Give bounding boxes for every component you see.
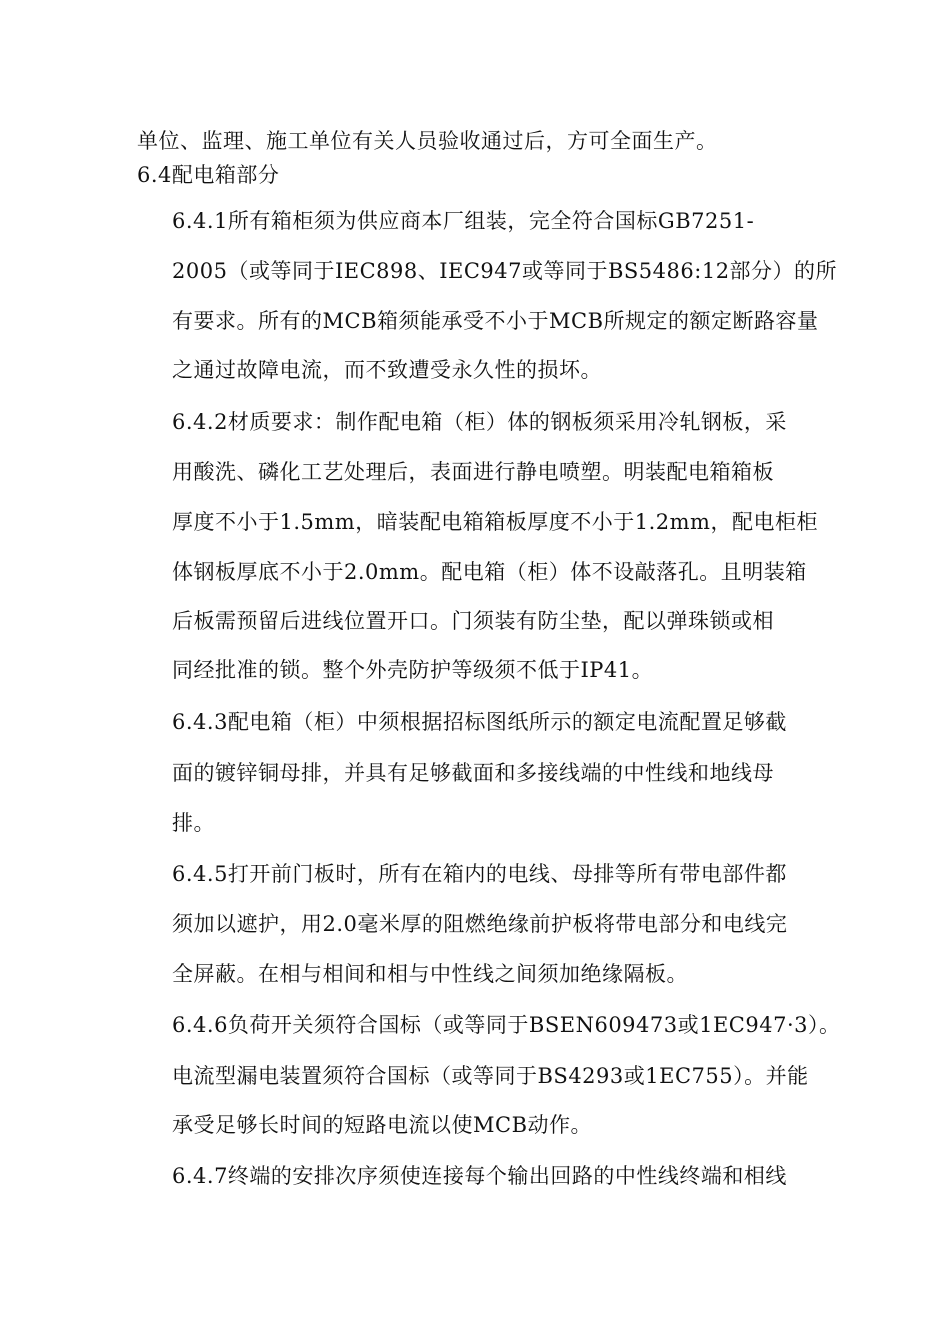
intro-line: 单位、监理、施工单位有关人员验收通过后，方可全面生产。 bbox=[137, 129, 718, 153]
paragraph-6-4-5-line-3: 全屏蔽。在相与相间和相与中性线之间须加绝缘隔板。 bbox=[172, 962, 688, 986]
paragraph-6-4-2-line-4: 体钢板厚底不小于2.0mm。配电箱（柜）体不设敲落孔。且明装箱 bbox=[172, 560, 807, 584]
paragraph-6-4-5-line-2: 须加以遮护，用2.0毫米厚的阻燃绝缘前护板将带电部分和电线完 bbox=[172, 912, 788, 936]
paragraph-6-4-1-line-2: 2005（或等同于IEC898、IEC947或等同于BS5486:12部分）的所 bbox=[172, 259, 838, 283]
paragraph-6-4-2-line-5: 后板需预留后进线位置开口。门须装有防尘垫，配以弹珠锁或相 bbox=[172, 609, 774, 633]
paragraph-6-4-6-line-3: 承受足够长时间的短路电流以使MCB动作。 bbox=[172, 1113, 593, 1137]
paragraph-6-4-1-line-4: 之通过故障电流，而不致遭受永久性的损坏。 bbox=[172, 358, 602, 382]
paragraph-6-4-3-line-3: 排。 bbox=[172, 811, 215, 835]
paragraph-6-4-6-line-1: 6.4.6负荷开关须符合国标（或等同于BSEN609473或1EC947·3）。 bbox=[172, 1013, 841, 1037]
paragraph-6-4-3-line-1: 6.4.3配电箱（柜）中须根据招标图纸所示的额定电流配置足够截 bbox=[172, 710, 787, 734]
paragraph-6-4-3-line-2: 面的镀锌铜母排，并具有足够截面和多接线端的中性线和地线母 bbox=[172, 761, 774, 785]
section-heading: 6.4配电箱部分 bbox=[137, 163, 280, 187]
paragraph-6-4-1-line-3: 有要求。所有的MCB箱须能承受不小于MCB所规定的额定断路容量 bbox=[172, 309, 819, 333]
paragraph-6-4-5-line-1: 6.4.5打开前门板时，所有在箱内的电线、母排等所有带电部件都 bbox=[172, 862, 787, 886]
paragraph-6-4-2-line-3: 厚度不小于1.5mm，暗装配电箱箱板厚度不小于1.2mm，配电柜柜 bbox=[172, 510, 818, 534]
paragraph-6-4-2-line-2: 用酸洗、磷化工艺处理后，表面进行静电喷塑。明装配电箱箱板 bbox=[172, 460, 774, 484]
paragraph-6-4-6-line-2: 电流型漏电装置须符合国标（或等同于BS4293或1EC755）。并能 bbox=[172, 1064, 809, 1088]
paragraph-6-4-7-line-1: 6.4.7终端的安排次序须使连接每个输出回路的中性线终端和相线 bbox=[172, 1164, 787, 1188]
paragraph-6-4-2-line-6: 同经批准的锁。整个外壳防护等级须不低于IP41。 bbox=[172, 658, 654, 682]
paragraph-6-4-1-line-1: 6.4.1所有箱柜须为供应商本厂组装，完全符合国标GB7251- bbox=[172, 209, 755, 233]
paragraph-6-4-2-line-1: 6.4.2材质要求：制作配电箱（柜）体的钢板须采用冷轧钢板，采 bbox=[172, 410, 787, 434]
